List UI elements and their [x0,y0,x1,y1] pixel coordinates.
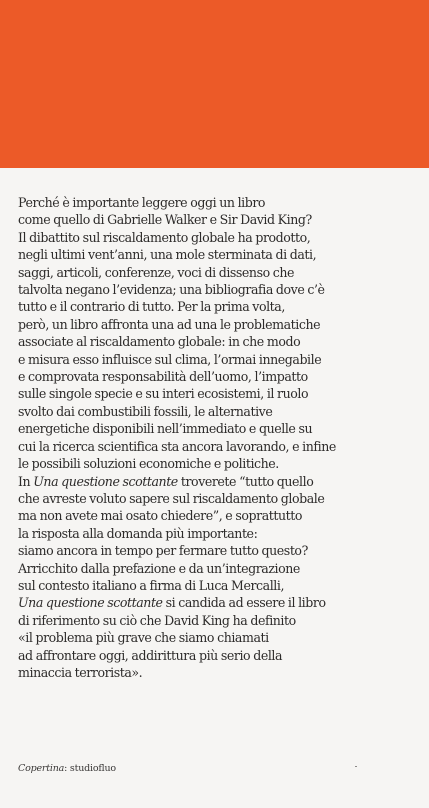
cover-credit-designer: studiofluo [69,763,116,774]
blurb-line: talvolta negano l’evidenza; una bibliografia dove c’è [18,282,325,298]
book-title-italic: Una questione scottante [33,473,178,489]
blurb-line: le possibili soluzioni economiche e politiche. [18,456,279,472]
blurb-line: di riferimento su ciò che David King ha definito [18,612,296,628]
blurb-line: e misura esso influisce sul clima, l’ormai innegabile [18,351,322,367]
blurb-line: minaccia terrorista». [18,664,143,680]
paper-speck [355,766,357,767]
back-cover-blurb [18,194,426,681]
blurb-line: Una questione scottante si candida ad essere il libro [18,595,326,611]
cover-credit-separator: : [64,763,70,774]
blurb-line: energetiche disponibili nell’immediato e quelle su [18,421,313,437]
blurb-line: ad affrontare oggi, addirittura più serio della [18,647,283,663]
blurb-line: ma non avete mai osato chiedere”, e soprattutto [18,508,302,524]
blurb-line: Il dibattito sul riscaldamento globale ha prodotto, [18,229,311,245]
blurb-line: sulle singole specie e su interi ecosistemi, il ruolo [18,386,309,402]
blurb-line: negli ultimi vent’anni, una mole sterminata di dati, [18,247,317,263]
blurb-line: siamo ancora in tempo per fermare tutto questo? [18,543,308,559]
blurb-line: saggi, articoli, conferenze, voci di dissenso che [18,264,295,280]
blurb-line: Perché è importante leggere oggi un libro [18,195,266,210]
cover-credit-label: Copertina [18,763,65,774]
blurb-line: la risposta alla domanda più importante: [18,525,258,541]
blurb-line: associate al riscaldamento globale: in che modo [18,334,301,350]
book-title-italic: Una questione scottante [18,595,163,611]
blurb-line: Arricchito dalla prefazione e da un’integrazione [18,560,300,576]
blurb-line: e comprovata responsabilità dell’uomo, l’impatto [18,369,308,385]
blurb-line: svolto dai combustibili fossili, le alternative [18,403,273,419]
blurb-line: «il problema più grave che siamo chiamati [18,630,269,646]
blurb-line: In Una questione scottante troverete “tutto quello [18,473,314,489]
cover-credit [18,763,116,774]
blurb-line: però, un libro affronta una ad una le problematiche [18,316,321,332]
cover-color-band [0,0,429,168]
blurb-line: cui la ricerca scientifica sta ancora lavorando, e infine [18,438,336,454]
blurb-line: sul contesto italiano a firma di Luca Mercalli, [18,577,285,593]
blurb-line: come quello di Gabrielle Walker e Sir David King? [18,212,312,228]
blurb-line: che avreste voluto sapere sul riscaldamento globale [18,490,325,506]
blurb-line: tutto e il contrario di tutto. Per la prima volta, [18,299,285,315]
